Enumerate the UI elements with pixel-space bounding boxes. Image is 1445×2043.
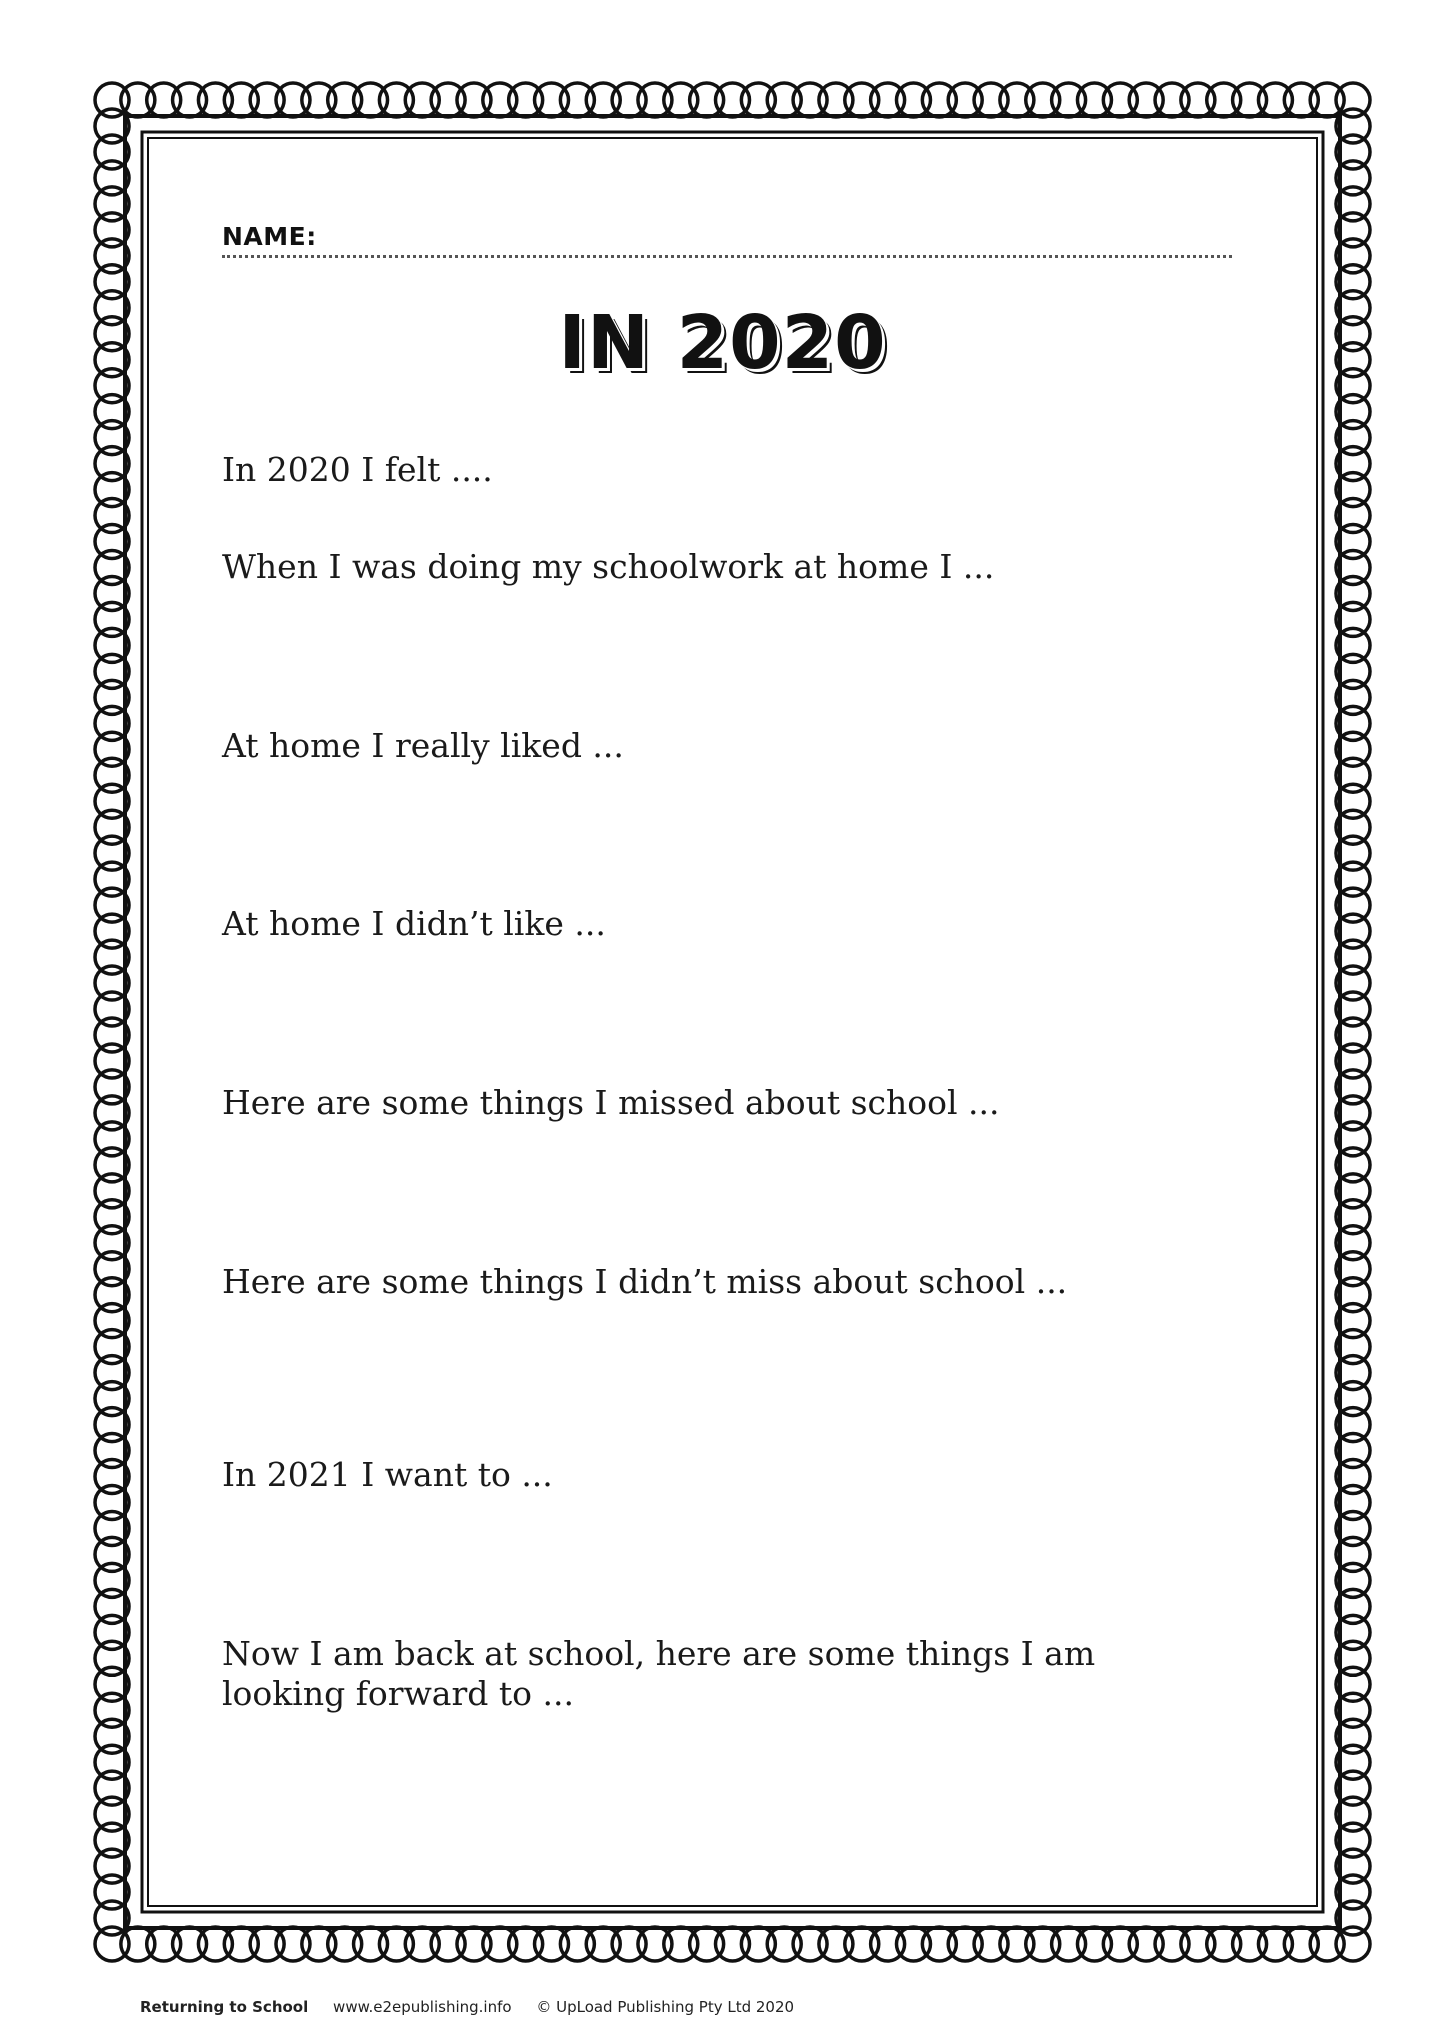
- name-dotted-line[interactable]: [222, 255, 1232, 258]
- prompt-missed-school: Here are some things I missed about school ...: [222, 1083, 1000, 1122]
- prompt-schoolwork-at-home: When I was doing my schoolwork at home I ...: [222, 547, 995, 586]
- prompt-didnt-miss-school: Here are some things I didn’t miss about school ...: [222, 1262, 1068, 1301]
- name-field[interactable]: [222, 222, 1232, 258]
- footer: [140, 1998, 814, 2016]
- prompt-felt: In 2020 I felt ....: [222, 450, 493, 489]
- name-label: NAME:: [222, 222, 317, 251]
- page-title: IN 2020: [558, 300, 887, 386]
- footer-copyright: © UpLoad Publishing Pty Ltd 2020: [536, 1998, 795, 2016]
- footer-website[interactable]: www.e2epublishing.info: [333, 1998, 512, 2016]
- footer-series: Returning to School: [140, 1998, 309, 2016]
- prompt-looking-forward: Now I am back at school, here are some things I am looking forward to ...: [222, 1634, 1096, 1713]
- prompt-home-didnt-like: At home I didn’t like ...: [222, 904, 606, 943]
- prompt-home-liked: At home I really liked ...: [222, 726, 624, 765]
- prompt-2021-want: In 2021 I want to ...: [222, 1455, 553, 1494]
